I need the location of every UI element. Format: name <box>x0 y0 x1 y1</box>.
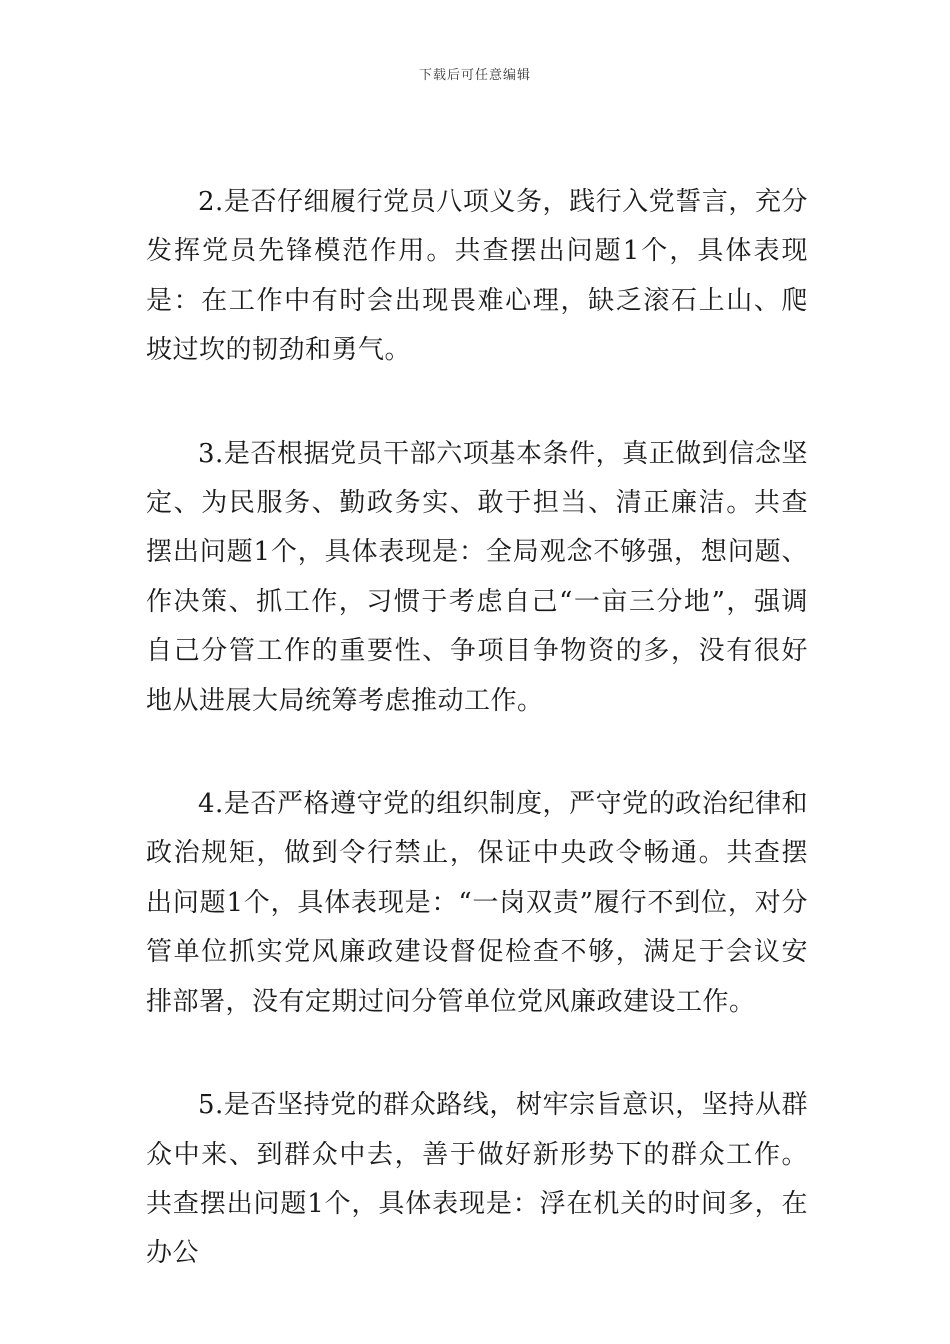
document-body <box>146 178 808 1333</box>
page-header: 下载后可任意编辑 <box>418 68 531 83</box>
paragraph-3: 3.是否根据党员干部六项基本条件，真正做到信念坚定、为民服务、勤政务实、敢于担当、清正廉洁。共查摆出问题1个，具体表现是：全局观念不够强，想问题、作决策、抓工作，习惯于考虑自己“一亩三分地”，强调自己分管工作的重要性、争项目争物资的多，没有很好地从进展大局统筹考虑推动工作。 <box>146 438 808 716</box>
paragraph-2: 2.是否仔细履行党员八项义务，践行入党誓言，充分发挥党员先锋模范作用。共查摆出问题1个，具体表现是：在工作中有时会出现畏难心理，缺乏滚石上山、爬坡过坎的韧劲和勇气。 <box>146 187 808 366</box>
paragraph-4: 4.是否严格遵守党的组织制度，严守党的政治纪律和政治规矩，做到令行禁止，保证中央政令畅通。共查摆出问题1个，具体表现是：“一岗双责”履行不到位，对分管单位抓实党风廉政建设督促检查不够，满足于会议安排部署，没有定期过问分管单位党风廉政建设工作。 <box>146 789 808 1017</box>
paragraph-5: 5.是否坚持党的群众路线，树牢宗旨意识，坚持从群众中来、到群众中去，善于做好新形势下的群众工作。共查摆出问题1个，具体表现是：浮在机关的时间多，在办公 <box>146 1090 808 1269</box>
